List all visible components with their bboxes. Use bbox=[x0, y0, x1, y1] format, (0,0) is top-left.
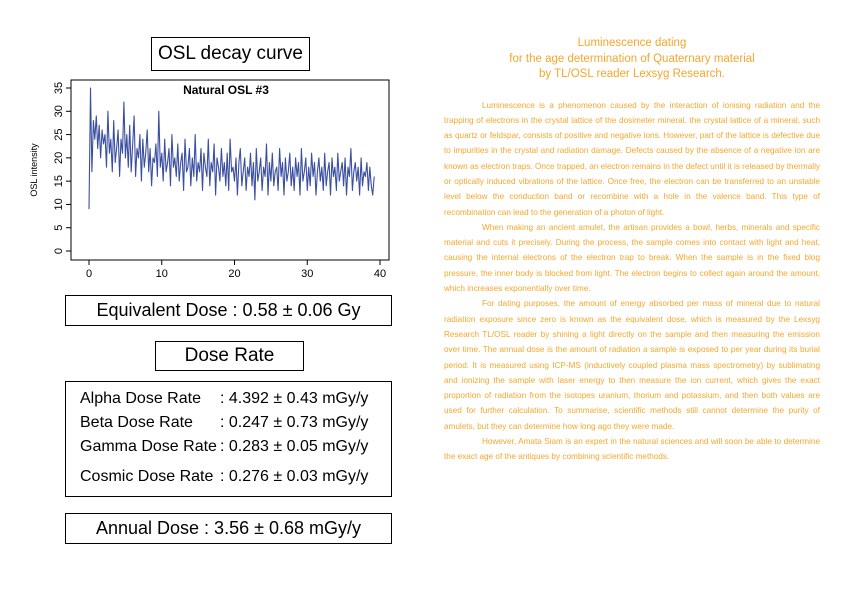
article-title-line: by TL/OSL reader Lexsyg Research. bbox=[538, 68, 725, 80]
alpha-dose-rate-row bbox=[80, 390, 368, 408]
article-title bbox=[444, 36, 820, 83]
y-tick-label: 35 bbox=[53, 81, 65, 95]
y-tick-label: 0 bbox=[53, 247, 65, 255]
article-title-line: Luminescence dating bbox=[577, 37, 687, 49]
gamma-dose-rate-label: Gamma Dose Rate bbox=[80, 438, 217, 455]
beta-dose-rate-row bbox=[80, 414, 368, 432]
dose-rates-box bbox=[65, 381, 392, 497]
osl-series-line bbox=[89, 88, 374, 209]
y-axis-label: OSL intensity bbox=[29, 143, 39, 197]
beta-dose-rate-label: Beta Dose Rate bbox=[80, 414, 193, 431]
article-paragraph: For dating purposes, the amount of energy absorbed per mass of mineral due to natural radiation exposure since zero is known as the equivalent dose, which is measured by the Lexsyg Research TL/OSL reader by shining a light directly on the sample and then measuring the emission over time. The annual dose is the amount of radiation a sample is exposed to per year during its burial period. It is measured using ICP-MS (inductively coupled plasma mass spectrometry) by sublimating and ionizing the sample with laser energy to then measure the ion current, which gives the exact proportion of radiation from the isotopes uranium, thorium and potassium, and then both values are used for further calculation. To summarise, scientific methods still cannot determine the purity of amulets, but they can determine how long ago they were made. bbox=[444, 299, 820, 431]
article-paragraph: However, Amata Siam is an expert in the natural sciences and will soon be able to determine the exact age of the antiques by combining scientific methods. bbox=[444, 437, 820, 462]
x-tick-label: 20 bbox=[228, 268, 241, 280]
y-tick-label: 30 bbox=[53, 105, 65, 118]
equivalent-dose-box bbox=[65, 295, 392, 326]
y-tick-label: 5 bbox=[53, 224, 65, 231]
article-paragraph: When making an ancient amulet, the artisan provides a bowl, herbs, minerals and specific material and cuts it precisely. During the process, the sample comes into contact with light and heat, causing the internal electrons of the electron trap to break. When the sample is in the fixed blog pressure, the inner body is blocked from light. The electron begins to collect again around the amount, which increases exponentially over time. bbox=[444, 222, 820, 294]
y-tick-label: 15 bbox=[53, 175, 65, 188]
alpha-dose-rate-value: : 4.392 ± 0.43 mGy/y bbox=[220, 390, 369, 407]
x-tick-label: 10 bbox=[155, 268, 168, 280]
alpha-dose-rate-label: Alpha Dose Rate bbox=[80, 390, 201, 407]
osl-decay-chart bbox=[0, 70, 400, 285]
equivalent-dose-text: Equivalent Dose : 0.58 ± 0.06 Gy bbox=[96, 300, 361, 320]
article bbox=[444, 36, 820, 465]
article-title-line: for the age determination of Quaternary material bbox=[509, 52, 755, 65]
dose-rate-title-text: Dose Rate bbox=[184, 345, 275, 366]
chart-title: Natural OSL #3 bbox=[183, 83, 269, 97]
y-tick-label: 10 bbox=[53, 198, 65, 211]
x-tick-label: 0 bbox=[85, 268, 93, 280]
x-tick-label: 30 bbox=[301, 268, 314, 280]
cosmic-dose-rate-value: : 0.276 ± 0.03 mGy/y bbox=[220, 468, 369, 485]
y-tick-label: 25 bbox=[53, 128, 65, 141]
x-tick-label: 40 bbox=[373, 268, 387, 280]
gamma-dose-rate-row bbox=[80, 438, 368, 456]
y-tick-label: 20 bbox=[53, 151, 65, 164]
article-paragraph: Luminescence is a phenomenon caused by the interaction of ionising radiation and the trapping of electrons in the crystal lattice of the dosimeter mineral. the crystal lattice of a mineral, such as quartz or feldspar, consists of positive and negative ions. However, part of the lattice is defective due to impurities in the crystal and radiation damage. Defects caused by the absence of a negative ion are known as electron traps. Once trapped, an electron remains in the defect until it is released by thermally or optically induced vibrations of the lattice. Once free, the electron can be transferred to an unstable level below the conduction band or recombine with a hole in the valence band. This type of recombination can lead to the generation of a photon of light. bbox=[444, 100, 820, 217]
cosmic-dose-rate-label: Cosmic Dose Rate bbox=[80, 468, 214, 485]
osl-decay-curve-title-text: OSL decay curve bbox=[157, 43, 304, 64]
gamma-dose-rate-value: : 0.283 ± 0.05 mGy/y bbox=[220, 438, 369, 455]
annual-dose-box bbox=[65, 513, 392, 544]
cosmic-dose-rate-row bbox=[80, 468, 368, 486]
dose-rate-title bbox=[155, 341, 304, 371]
annual-dose-text: Annual Dose : 3.56 ± 0.68 mGy/y bbox=[95, 518, 362, 538]
osl-decay-curve-title bbox=[151, 37, 310, 71]
beta-dose-rate-value: : 0.247 ± 0.73 mGy/y bbox=[220, 414, 369, 431]
